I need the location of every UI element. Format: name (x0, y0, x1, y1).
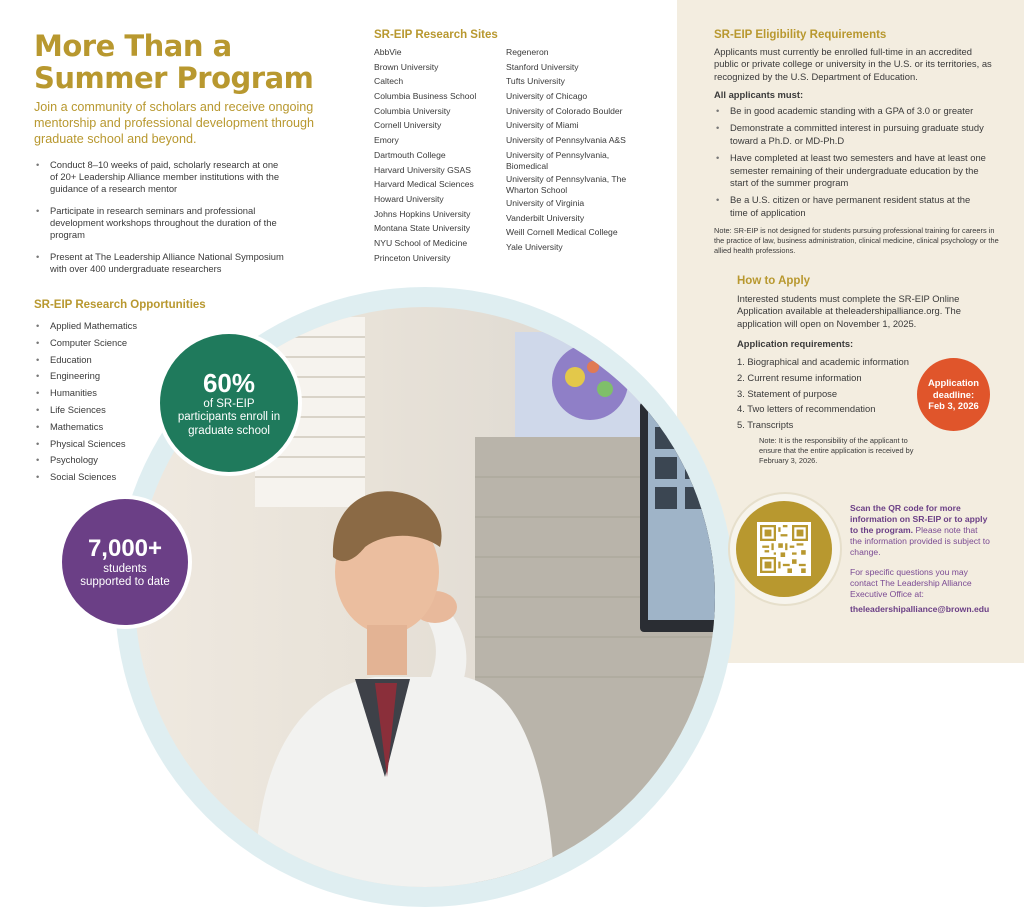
requirement-item: 1. Biographical and academic information (737, 356, 909, 367)
qr-caption-bold: Scan the QR code for more information on SR-EIP or to apply to the program. (850, 503, 988, 535)
apply-heading: How to Apply (737, 275, 811, 287)
deadline-label: Application deadline: (927, 377, 980, 400)
sites-heading: SR-EIP Research Sites (374, 29, 498, 41)
site-item: Tufts University (506, 76, 565, 87)
eligibility-item: • Be a U.S. citizen or have permanent resident status at the time of application (714, 194, 989, 219)
apply-note: Note: It is the responsibility of the applicant to ensure that the entire application is received by February 3, 2026. (759, 436, 914, 465)
contact-text: For specific questions you may contact The Leadership Alliance Executive Office at: (850, 567, 972, 599)
qr-caption-rest: Please note that the information provided is subject to change. (850, 525, 990, 557)
requirement-item: 3. Statement of purpose (737, 387, 838, 399)
page-title: More Than a Summer Program (34, 29, 314, 95)
intro-bullet-list (34, 159, 286, 285)
stat-graduate-school-value: 60% (202, 367, 256, 398)
site-item: University of Pennsylvania, The Wharton School (506, 173, 627, 195)
apply-requirements-heading: Application requirements: (737, 338, 854, 349)
eligibility-item: • Demonstrate a committed interest in pursuing graduate study toward a Ph.D. or MD-Ph.D (714, 122, 989, 147)
site-item: Caltech (374, 76, 404, 87)
site-item: Emory (374, 135, 399, 146)
eligibility-subheading: All applicants must: (714, 89, 804, 100)
page-subtitle: Join a community of scholars and receive ongoing mentorship and professional development through graduate school and beyond. (34, 100, 315, 146)
site-item: Harvard University GSAS (374, 164, 471, 175)
site-item: Johns Hopkins University (374, 208, 471, 219)
eligibility-list (714, 105, 989, 224)
site-item: Columbia Business School (374, 91, 477, 102)
site-item: University of Miami (506, 120, 579, 131)
site-item: University of Pennsylvania, Biomedical (506, 149, 610, 171)
site-item: Howard University (374, 193, 444, 204)
opportunity-item: • Physical Sciences (34, 436, 184, 453)
contact-email-link[interactable]: theleadershipalliance@brown.edu (850, 604, 990, 614)
stat-graduate-school (156, 330, 302, 476)
opportunity-item: • Education (34, 352, 184, 369)
apply-requirements-list (737, 354, 917, 433)
eligibility-item: • Be in good academic standing with a GPA of 3.0 or greater (714, 105, 989, 117)
requirement-item: 2. Current resume information (737, 371, 862, 383)
qr-badge (736, 501, 832, 597)
lab-coat (255, 677, 555, 887)
requirement-item: 5. Transcripts (737, 419, 794, 431)
requirement-item: 4. Two letters of recommendation (737, 403, 876, 415)
intro-bullet: • Present at The Leadership Alliance National Symposium with over 400 undergraduate researchers (34, 251, 286, 275)
stat-students-supported-value: 7,000+ (87, 534, 163, 562)
site-item: Brown University (374, 61, 439, 72)
stat-graduate-school-label: of SR-EIP participants enroll in graduate school (177, 397, 281, 437)
site-item: Yale University (506, 241, 563, 252)
opportunity-item: • Humanities (34, 385, 184, 402)
opportunities-heading: SR-EIP Research Opportunities (34, 299, 206, 311)
eligibility-item: • Have completed at least two semesters and have at least one semester remaining of their undergraduate education by the start of the summer program (714, 152, 989, 189)
site-item: Princeton University (374, 252, 451, 263)
site-item: Harvard Medical Sciences (374, 179, 474, 190)
stat-students-supported (58, 495, 192, 629)
qr-caption (850, 503, 990, 558)
site-item: University of Virginia (506, 197, 585, 208)
sites-list-left (374, 47, 504, 267)
opportunity-item: • Psychology (34, 452, 184, 469)
site-item: Dartmouth College (374, 149, 446, 160)
site-item: University of Chicago (506, 91, 588, 102)
site-item: AbbVie (374, 47, 402, 57)
intro-bullet: • Participate in research seminars and professional development workshops throughout the duration of the program (34, 205, 286, 241)
opportunity-item: • Applied Mathematics (34, 318, 184, 335)
site-item: Cornell University (374, 120, 442, 131)
qr-code[interactable] (757, 522, 811, 576)
site-item: University of Pennsylvania A&S (506, 135, 626, 146)
sites-list-right (506, 47, 636, 257)
eligibility-note: Note: SR-EIP is not designed for students pursuing professional training for careers in the practice of law, business administration, clinical medicine, clinical psychology or the allied health professions. (714, 226, 999, 255)
deadline-date: Feb 3, 2026 (928, 400, 979, 412)
eligibility-intro: Applicants must currently be enrolled full-time in an accredited public or private college or university in the U.S. or its territories, as recognized by the U.S. Department of Education. (714, 46, 992, 82)
opportunity-item: • Life Sciences (34, 402, 184, 419)
site-item: Stanford University (506, 61, 579, 72)
opportunity-item: • Mathematics (34, 419, 184, 436)
apply-intro: Interested students must complete the SR-EIP Online Application available at theleadershipalliance.org. The application will open on November 1, 2025. (737, 293, 961, 329)
opportunity-item: • Engineering (34, 368, 184, 385)
site-item: NYU School of Medicine (374, 237, 468, 248)
site-item: Regeneron (506, 47, 549, 57)
site-item: University of Colorado Boulder (506, 105, 623, 116)
site-item: Columbia University (374, 105, 451, 116)
opportunity-item: • Computer Science (34, 335, 184, 352)
site-item: Montana State University (374, 223, 471, 234)
deadline-badge (917, 358, 990, 431)
intro-bullet: • Conduct 8–10 weeks of paid, scholarly research at one of 20+ Leadership Alliance member institutions with the guidance of a research mentor (34, 159, 286, 195)
site-item: Weill Cornell Medical College (506, 227, 618, 238)
stat-students-supported-label: students supported to date (80, 562, 170, 588)
opportunity-item: • Social Sciences (34, 469, 184, 486)
site-item: Vanderbilt University (506, 212, 585, 223)
eligibility-heading: SR-EIP Eligibility Requirements (714, 29, 887, 41)
